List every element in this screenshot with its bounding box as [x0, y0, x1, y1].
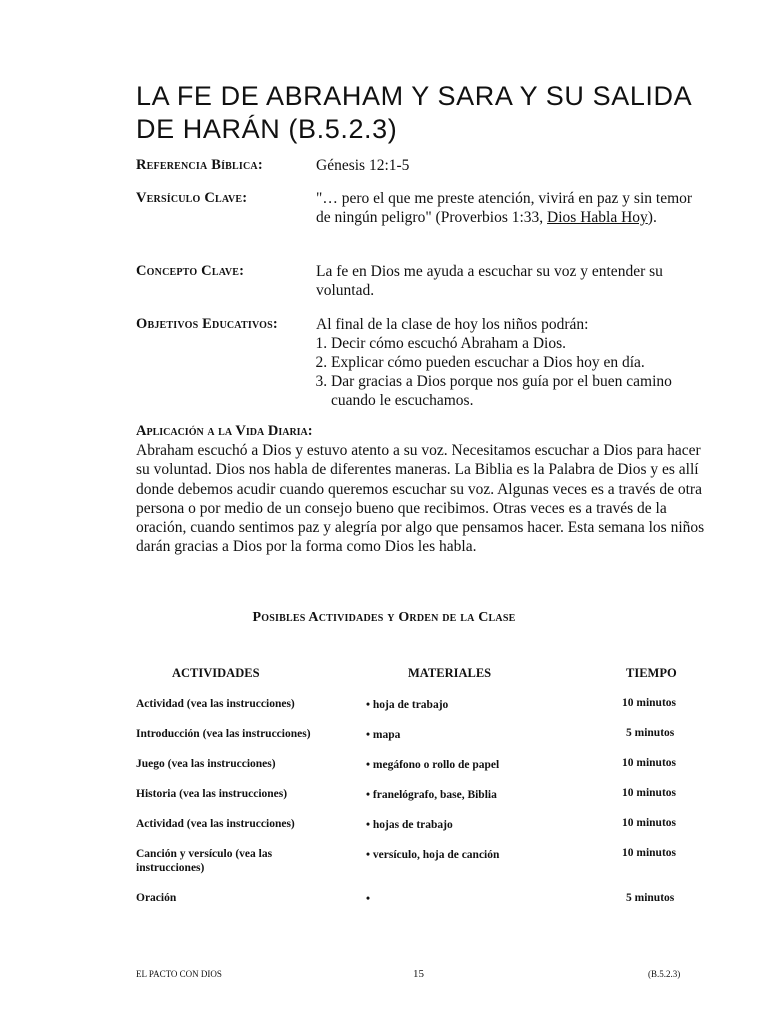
objetivo-item: 1. Decir cómo escuchó Abraham a Dios.: [331, 334, 706, 353]
actividades-heading: Posibles Actividades y Orden de la Clase: [252, 610, 516, 625]
table-row-actividad: Actividad (vea las instrucciones): [136, 818, 295, 830]
col-actividades-header: ACTIVIDADES: [172, 666, 260, 680]
aplicacion-heading: Aplicación a la Vida Diaria:: [136, 423, 313, 439]
table-row-tiempo: 10 minutos: [622, 847, 676, 859]
col-tiempo-header: TIEMPO: [626, 666, 677, 680]
versiculo-label: Versículo Clave:: [136, 190, 248, 206]
concepto-label: Concepto Clave:: [136, 263, 245, 279]
table-row-material: • versículo, hoja de canción: [366, 849, 500, 861]
table-row-tiempo: 10 minutos: [622, 757, 676, 769]
objetivos-intro: Al final de la clase de hoy los niños podrán:: [316, 316, 589, 333]
aplicacion-text: Abraham escuchó a Dios y estuvo atento a su voz. Necesitamos escuchar a Dios para hacer su voluntad. Dios nos habla de diferentes maneras. La Biblia es la Palabra de Dios y es allí donde debemos acudir cuando queremos escuchar su voz. Algunas veces es a través de otra persona o por medio de un consejo bueno que recibimos. Otras veces es a través de la oración, cuando sentimos paz y alegría por algo que pensamos hacer. Esta semana los niños darán gracias a Dios por la forma como Dios les habla.: [136, 442, 705, 556]
concepto-value: La fe en Dios me ayuda a escuchar su voz y entender su voluntad.: [316, 263, 663, 299]
objetivo-item: 3. Dar gracias a Dios porque nos guía por el buen camino cuando le escuchamos.: [331, 372, 706, 410]
footer-left: EL PACTO CON DIOS: [136, 969, 222, 979]
objetivos-list: [316, 334, 706, 410]
col-materiales-header: MATERIALES: [408, 666, 492, 680]
table-row-material: • megáfono o rollo de papel: [366, 759, 500, 771]
table-row-actividad: Juego (vea las instrucciones): [136, 758, 276, 770]
table-row-tiempo: 10 minutos: [622, 697, 676, 709]
table-row-actividad: Actividad (vea las instrucciones): [136, 698, 295, 710]
table-row-material: • franelógrafo, base, Biblia: [366, 789, 497, 801]
table-row-actividad: Oración: [136, 892, 177, 904]
referencia-label: Referencia Bíblica:: [136, 157, 263, 173]
table-row-material: •: [366, 893, 371, 905]
table-row-actividad: Canción y versículo (vea las instrucciones): [136, 848, 273, 874]
table-row-tiempo: 10 minutos: [622, 787, 676, 799]
table-row-actividad: Introducción (vea las instrucciones): [136, 728, 311, 740]
objetivo-item: 2. Explicar cómo pueden escuchar a Dios hoy en día.: [331, 353, 706, 372]
versiculo-end: ).: [647, 209, 657, 226]
table-row-material: • hojas de trabajo: [366, 819, 453, 831]
versiculo-value: [316, 189, 706, 227]
page-number: 15: [413, 968, 424, 980]
versiculo-text: "… pero el que me preste atención, vivirá en paz y sin temor de ningún peligro" (Proverbios 1:33,: [316, 190, 693, 226]
table-row-material: • hoja de trabajo: [366, 699, 449, 711]
footer-right: (B.5.2.3): [648, 969, 681, 979]
table-row-tiempo: 5 minutos: [626, 727, 675, 739]
dios-habla-hoy-link[interactable]: Dios Habla Hoy: [547, 209, 648, 226]
table-row-material: • mapa: [366, 729, 401, 741]
table-row-actividad: Historia (vea las instrucciones): [136, 788, 288, 800]
table-row-tiempo: 10 minutos: [622, 817, 676, 829]
table-row-tiempo: 5 minutos: [626, 892, 675, 904]
referencia-value: Génesis 12:1-5: [316, 157, 410, 174]
objetivos-label: Objetivos Educativos:: [136, 316, 278, 332]
objetivos-value: [316, 315, 706, 410]
page-title: LA FE DE ABRAHAM Y SARA Y SU SALIDA DE HARÁN (B.5.2.3): [136, 81, 691, 144]
